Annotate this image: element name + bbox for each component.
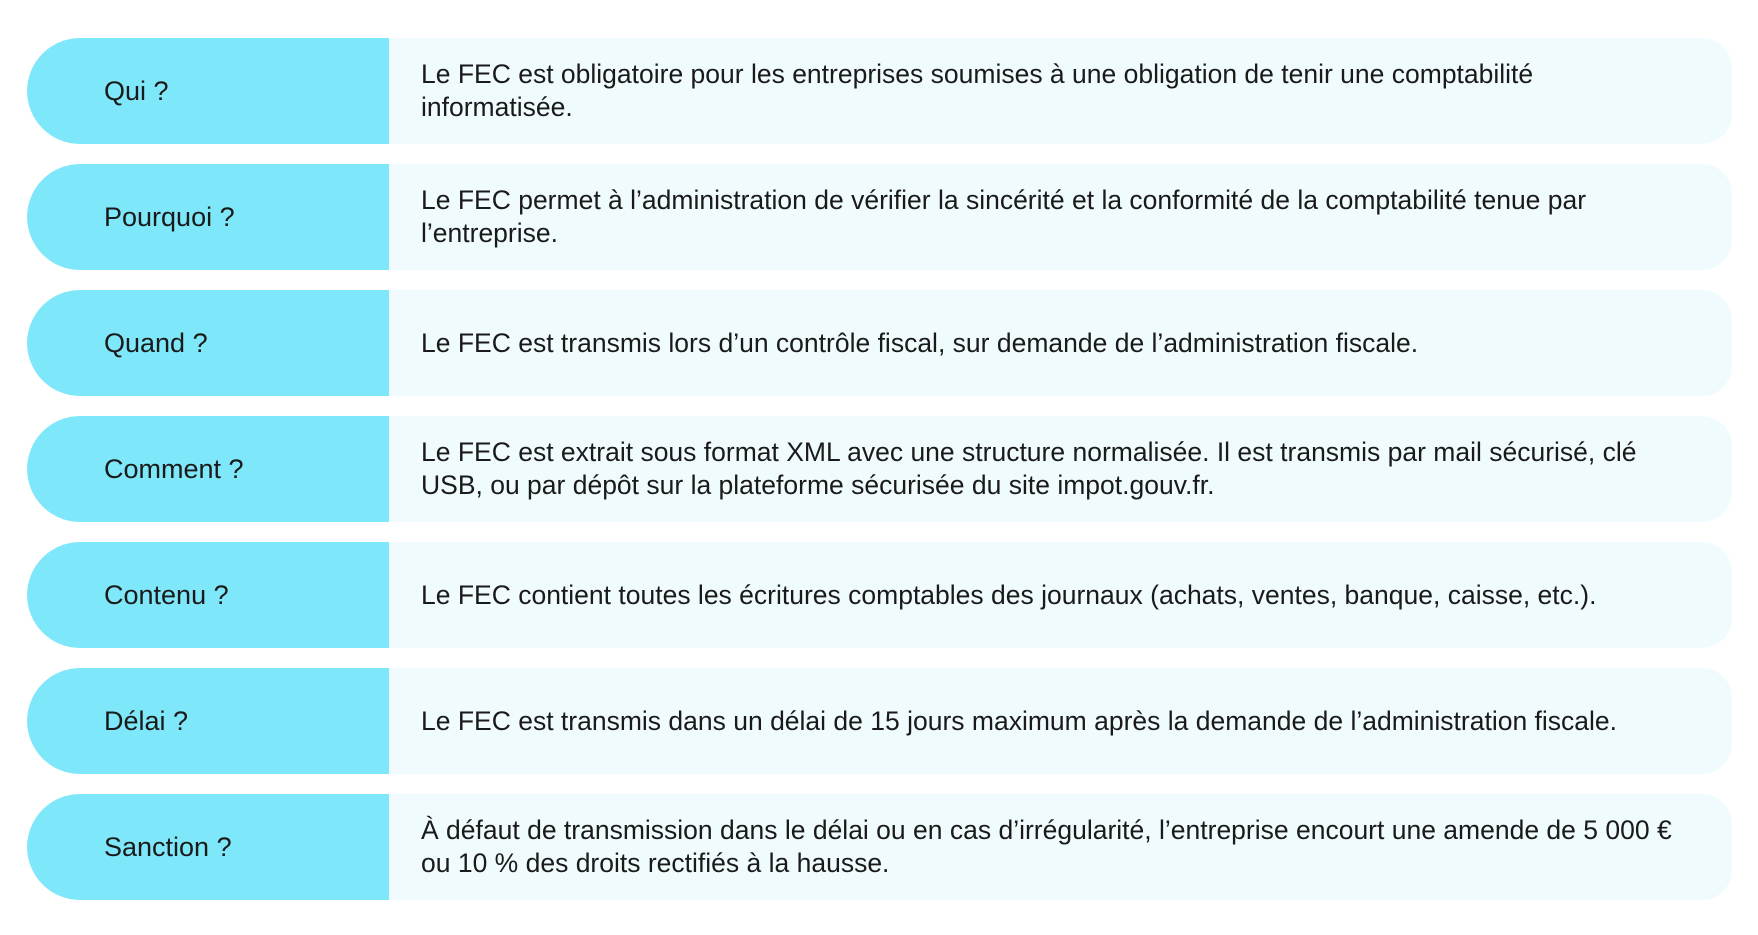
row-text: À défaut de transmission dans le délai ou en cas d’irrégularité, l’entreprise encourt une amende de 5 000 € ou 10 % des droits rectifiés à la hausse. (421, 815, 1672, 878)
row-comment (27, 416, 1732, 522)
row-pourquoi (27, 164, 1732, 270)
row-text: Le FEC est obligatoire pour les entreprises soumises à une obligation de tenir une comptabilité informatisée. (421, 59, 1534, 122)
row-text: Le FEC est transmis dans un délai de 15 jours maximum après la demande de l’administration fiscale. (421, 705, 1618, 736)
row-label: Pourquoi ? (27, 164, 389, 270)
row-delai (27, 668, 1732, 774)
row-label: Quand ? (27, 290, 389, 396)
row-label: Qui ? (27, 38, 389, 144)
fec-info-table (27, 38, 1732, 900)
row-label: Sanction ? (27, 794, 389, 900)
row-contenu (27, 542, 1732, 648)
row-text: Le FEC permet à l’administration de vérifier la sincérité et la conformité de la comptabilité tenue par l’entreprise. (421, 185, 1587, 248)
row-qui (27, 38, 1732, 144)
row-sanction (27, 794, 1732, 900)
row-text: Le FEC est extrait sous format XML avec une structure normalisée. Il est transmis par mail sécurisé, clé USB, ou par dépôt sur la plateforme sécurisée du site impot.gouv.fr. (421, 437, 1637, 500)
row-text: Le FEC contient toutes les écritures comptables des journaux (achats, ventes, banque, caisse, etc.). (421, 579, 1597, 610)
row-label: Comment ? (27, 416, 389, 522)
row-label: Délai ? (27, 668, 389, 774)
row-text: Le FEC est transmis lors d’un contrôle fiscal, sur demande de l’administration fiscale. (421, 327, 1419, 358)
row-label: Contenu ? (27, 542, 389, 648)
row-quand (27, 290, 1732, 396)
